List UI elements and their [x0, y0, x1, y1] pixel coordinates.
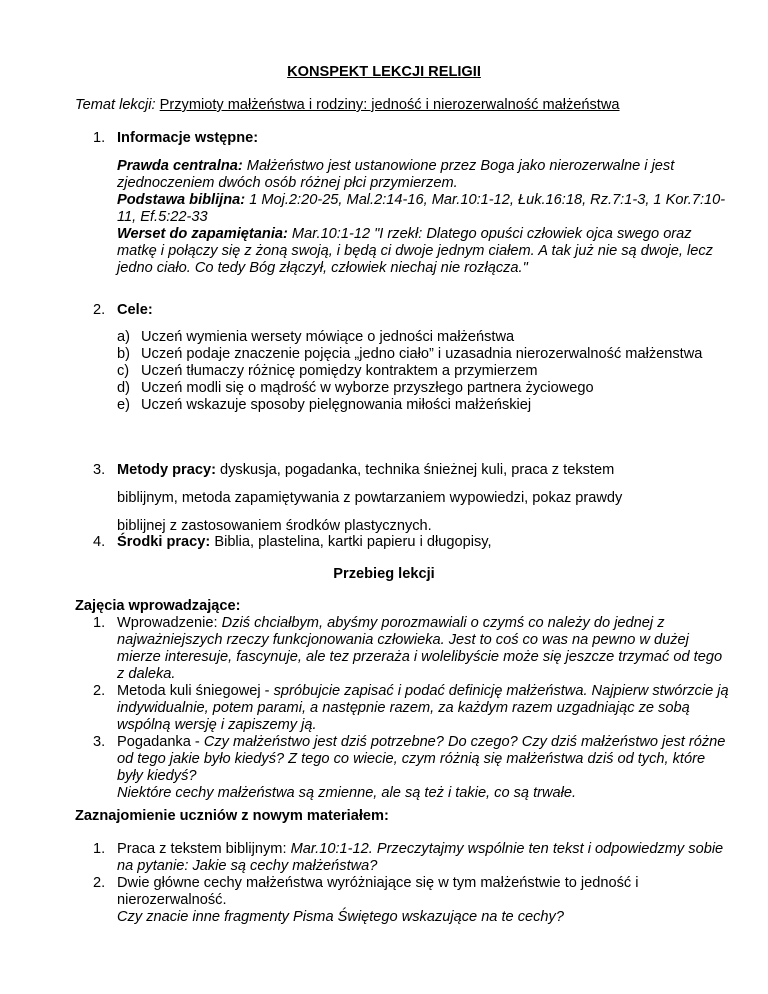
topic-text: Przymioty małżeństwa i rodziny: jedność i nierozerwalność małżeństwa: [159, 97, 620, 113]
list-item: 2. Dwie główne cechy małżeństwa wyróżniające się w tym małżeństwie to jedność i nierozerwalność. Czy znacie inne fragmenty Pisma Świętego wskazujące na te cechy?: [93, 875, 639, 925]
list-item: 1. Praca z tekstem biblijnym: Mar.10:1-12. Przeczytajmy wspólnie ten tekst i odpowiedzmy sobie na pytanie: Jakie są cechy małżeństwa?: [93, 841, 724, 874]
list-item: 2. Metoda kuli śniegowej - spróbujcie zapisać i podać definicję małżeństwa. Najpierw stwórzcie ją indywidualnie, potem parami, a następnie razem, za każdym razem uzgadniając ze sobą wspólną wersję i zapiszemy ją.: [93, 683, 729, 733]
memory-verse-label: Werset do zapamiętania:: [117, 226, 288, 242]
methods-line: biblijnej z zastosowaniem środków plastycznych.: [117, 518, 432, 534]
new-material-list: [93, 841, 733, 926]
methods-line: dyskusja, pogadanka, technika śnieżnej kuli, praca z tekstem: [220, 462, 615, 478]
biblical-basis-text: 1 Moj.2:20-25, Mal.2:14-16, Mar.10:1-12, Łuk.16:18, Rz.7:1-3, 1 Kor.7:10-11, Ef.5:22-33: [117, 192, 726, 225]
list-item: b) Uczeń podaje znaczenie pojęcia „jedno ciało” i uzasadnia nierozerwalność małżenstwa: [117, 346, 703, 362]
section-heading: Cele:: [117, 302, 153, 318]
list-item: a) Uczeń wymienia wersety mówiące o jedności małżeństwa: [117, 329, 515, 345]
memory-verse-text: Mar.10:1-12 "I rzekł: Dlatego opuści człowiek ojca swego oraz matkę i połączy się z żoną swoją, i będą ci dwoje jednym ciałem. A tak już nie są dwoje, lecz jedno ciało. Co tedy Bóg złączył, człowiek niechaj nie rozłącza.": [117, 226, 713, 276]
new-material-heading: Zaznajomienie uczniów z nowym materiałem:: [75, 808, 389, 824]
resources-text: Biblia, plastelina, kartki papieru i długopisy,: [214, 534, 492, 550]
intro-activities-heading: Zajęcia wprowadzające:: [75, 598, 241, 614]
intro-activities-list: [93, 615, 733, 802]
list-item: 3. Pogadanka - Czy małżeństwo jest dziś potrzebne? Do czego? Czy dziś małżeństwo jest różne od tego jakie było kiedyś? Z tego co wiecie, czym różnią się małżeństwa dziś od tych, które były kiedyś? Niektóre cechy małżeństwa są zmienne, ale są też i takie, co są trwałe.: [93, 734, 726, 801]
document-title: KONSPEKT LEKCJI RELIGII: [287, 64, 481, 80]
section-resources: [93, 534, 733, 551]
topic-label: Temat lekcji:: [75, 97, 156, 113]
central-truth: [117, 158, 733, 192]
section-methods: [93, 456, 733, 540]
central-truth-text: Małżeństwo jest ustanowione przez Boga jako nierozerwalne i jest zjednoczeniem dwóch osób różnej płci przymierzem.: [117, 158, 675, 191]
section-number: 1.: [93, 130, 106, 146]
list-item: 1. Wprowadzenie: Dziś chciałbym, abyśmy porozmawiali o czymś co należy do jednej z najważniejszych rzeczy funkcjonowania człowieka. Jest to coś co was na pewno w dużej mierze interesuje, fascynuje, ale tez przeraża i wolelibyście może się jeszcze trzymać od tego z daleka.: [93, 615, 723, 682]
section-number: 2.: [93, 302, 106, 318]
section-goals: [93, 302, 733, 414]
section-heading: Metody pracy:: [117, 462, 216, 478]
section-number: 3.: [93, 462, 106, 478]
goals-list: [117, 329, 733, 414]
biblical-basis-label: Podstawa biblijna:: [117, 192, 246, 208]
section-heading: Informacje wstępne:: [117, 130, 259, 146]
list-item: e) Uczeń wskazuje sposoby pielęgnowania miłości małżeńskiej: [117, 397, 532, 413]
methods-line: biblijnym, metoda zapamiętywania z powtarzaniem wypowiedzi, pokaz prawdy: [117, 490, 623, 506]
section-intro-info: [93, 130, 733, 277]
list-item: d) Uczeń modli się o mądrość w wyborze przyszłego partnera życiowego: [117, 380, 594, 396]
lesson-topic: [75, 97, 755, 114]
section-number: 4.: [93, 534, 106, 550]
section-heading: Środki pracy:: [117, 534, 211, 550]
central-truth-label: Prawda centralna:: [117, 158, 243, 174]
lesson-course-heading: Przebieg lekcji: [333, 566, 435, 582]
biblical-basis: [117, 192, 733, 226]
list-item: c) Uczeń tłumaczy różnicę pomiędzy kontraktem a przymierzem: [117, 363, 538, 379]
memory-verse: [117, 226, 733, 277]
